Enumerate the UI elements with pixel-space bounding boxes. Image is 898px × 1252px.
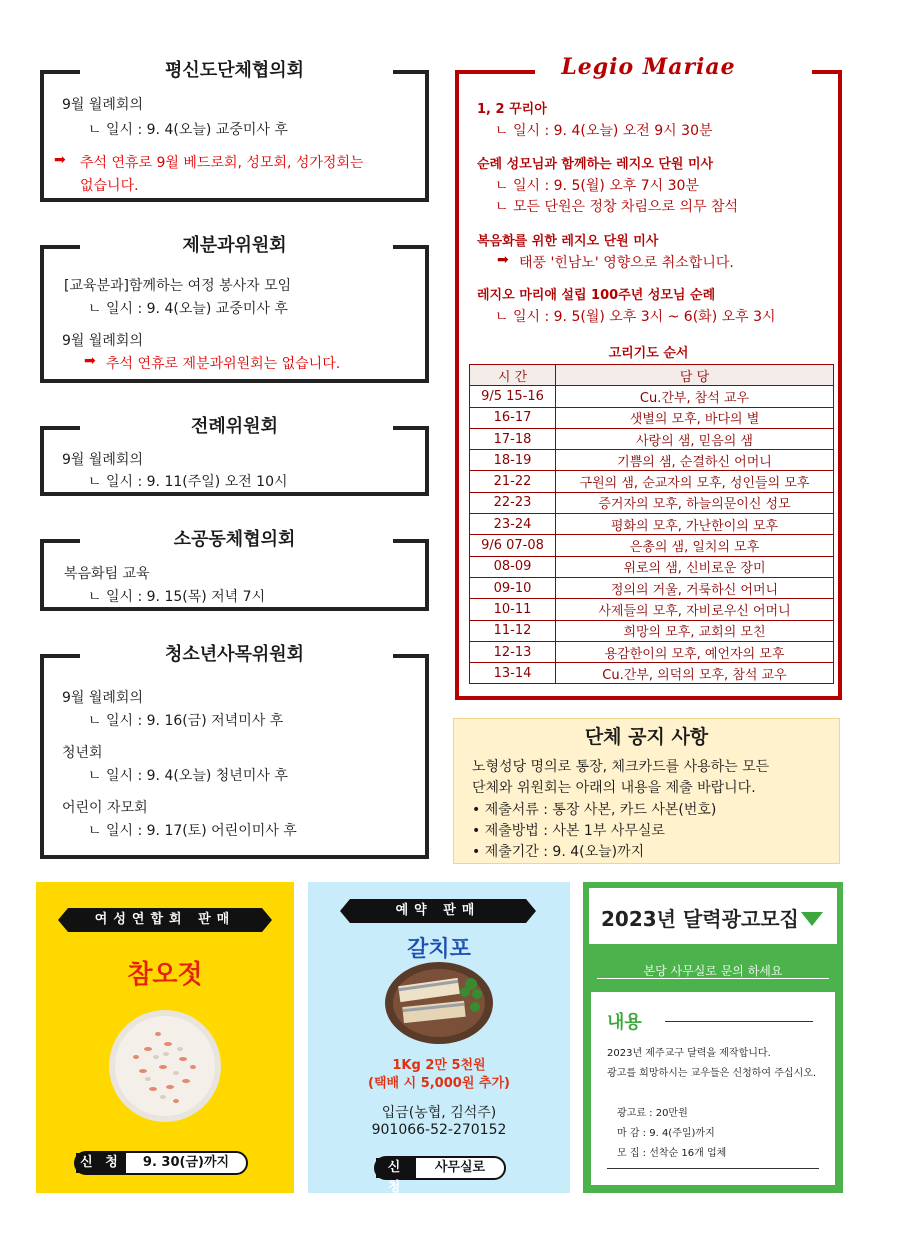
table-row bbox=[470, 450, 834, 471]
dried-fish-image bbox=[385, 962, 493, 1044]
parents-group: 어린이 자모회 bbox=[62, 800, 148, 816]
rosary-table bbox=[469, 364, 834, 684]
youth-monthly: 9월 월례회의 bbox=[62, 690, 143, 706]
shrimp-sale-card bbox=[36, 882, 294, 1193]
rosary-time: 11-12 bbox=[470, 620, 556, 641]
rosary-time: 10-11 bbox=[470, 599, 556, 620]
salted-shrimp-image bbox=[108, 1009, 222, 1123]
legio-pilgrim-time: ㄴ 일시 : 9. 5(월) 오후 3시 ~ 6(화) 오후 3시 bbox=[495, 309, 776, 325]
table-row bbox=[470, 599, 834, 620]
notice-bullet-docs: • 제출서류 : 통장 사본, 카드 사본(번호) bbox=[472, 802, 717, 818]
apply-pill bbox=[374, 1156, 506, 1195]
table-row bbox=[470, 663, 834, 684]
rosary-time: 17-18 bbox=[470, 428, 556, 449]
product-name: 참오젓 bbox=[127, 960, 203, 990]
peace-notice-1: 추석 연휴로 9월 베드로회, 성모회, 성가정회는 bbox=[80, 155, 364, 171]
subcommittee-notice: 추석 연휴로 제분과위원회는 없습니다. bbox=[106, 356, 341, 372]
subcommittee-time: ㄴ 일시 : 9. 4(오늘) 교중미사 후 bbox=[88, 301, 288, 317]
table-row bbox=[470, 386, 834, 407]
triangle-down-icon bbox=[801, 912, 823, 926]
bank-info: 입금(농협, 김석주) bbox=[381, 1105, 497, 1121]
subcommittee-title: 제분과위원회 bbox=[182, 235, 287, 256]
col-time-header: 시 간 bbox=[470, 365, 556, 386]
legio-curia-time: ㄴ 일시 : 9. 4(오늘) 오전 9시 30분 bbox=[495, 123, 713, 139]
peace-council-title: 평신도단체협의회 bbox=[164, 60, 305, 81]
apply-deadline-pill bbox=[74, 1151, 248, 1175]
calendar-header bbox=[589, 888, 837, 944]
youth-ministry-title: 청소년사목위원회 bbox=[164, 644, 305, 665]
subcommittee-monthly: 9월 월례회의 bbox=[62, 333, 143, 349]
content-line-2: 광고를 희망하시는 교우들은 신청하여 주십시오. bbox=[607, 1068, 817, 1079]
rosary-time: 08-09 bbox=[470, 556, 556, 577]
product-name: 갈치포 bbox=[407, 937, 471, 962]
apply-tag: 신 청 bbox=[76, 1153, 126, 1173]
rosary-duty: 위로의 샘, 신비로운 장미 bbox=[556, 556, 834, 577]
legio-mass-heading: 순례 성모님과 함께하는 레지오 단원 미사 bbox=[477, 157, 714, 172]
legio-evangel-note: 태풍 '힌남노' 영향으로 취소합니다. bbox=[519, 255, 734, 271]
liturgy-time: ㄴ 일시 : 9. 11(주일) 오전 10시 bbox=[88, 474, 288, 490]
delivery-fee: (택배 시 5,000원 추가) bbox=[368, 1076, 510, 1091]
peace-council-box bbox=[40, 60, 429, 202]
rosary-time: 22-23 bbox=[470, 492, 556, 513]
hairtail-sale-card bbox=[308, 882, 570, 1193]
notice-line-2: 단체와 위원회는 아래의 내용을 제출 바랍니다. bbox=[472, 780, 756, 796]
calendar-title: 2023년 달력광고모집 bbox=[601, 907, 799, 931]
arrow-icon: ➡ bbox=[54, 152, 66, 168]
calendar-ad-card bbox=[583, 882, 843, 1193]
rosary-duty: Cu.간부, 의덕의 모후, 참석 교우 bbox=[556, 663, 834, 684]
rosary-duty: 사제들의 모후, 자비로우신 어머니 bbox=[556, 599, 834, 620]
rosary-duty: 샛별의 모후, 바다의 별 bbox=[556, 407, 834, 428]
rosary-duty: Cu.간부, 참석 교우 bbox=[556, 386, 834, 407]
rosary-duty: 기쁨의 샘, 순결하신 어머니 bbox=[556, 450, 834, 471]
table-row bbox=[470, 620, 834, 641]
legio-pilgrim-heading: 레지오 마리애 설립 100주년 성모님 순례 bbox=[477, 288, 716, 303]
notice-title: 단체 공지 사항 bbox=[584, 726, 709, 748]
rosary-time: 13-14 bbox=[470, 663, 556, 684]
youth-monthly-time: ㄴ 일시 : 9. 16(금) 저녁미사 후 bbox=[88, 713, 284, 729]
ad-deadline: 마 감 : 9. 4(주일)까지 bbox=[617, 1128, 715, 1139]
group-notice-box bbox=[453, 718, 840, 864]
legio-mariae-box bbox=[455, 54, 842, 700]
small-community-time: ㄴ 일시 : 9. 15(목) 저녁 7시 bbox=[88, 589, 266, 605]
table-header-row bbox=[470, 365, 834, 386]
table-row bbox=[470, 514, 834, 535]
apply-deadline: 9. 30(금)까지 bbox=[142, 1155, 230, 1170]
rosary-duty: 정의의 거울, 거룩하신 어머니 bbox=[556, 577, 834, 598]
liturgy-box bbox=[40, 416, 429, 496]
content-heading: 내용 bbox=[607, 1012, 642, 1033]
rosary-time: 9/5 15-16 bbox=[470, 386, 556, 407]
legio-mass-note: ㄴ 모든 단원은 정창 차림으로 의무 참석 bbox=[495, 199, 739, 215]
liturgy-title: 전례위원회 bbox=[191, 416, 278, 437]
peace-time: ㄴ 일시 : 9. 4(오늘) 교중미사 후 bbox=[88, 122, 288, 138]
rosary-duty: 희망의 모후, 교회의 모친 bbox=[556, 620, 834, 641]
legio-evangel-heading: 복음화를 위한 레지오 단원 미사 bbox=[477, 234, 659, 249]
calendar-contact: 본당 사무실로 문의 하세요 bbox=[643, 964, 783, 978]
young-adults: 청년회 bbox=[62, 745, 103, 761]
small-community-training: 복음화팀 교육 bbox=[64, 566, 150, 582]
legio-curia-heading: 1, 2 꾸리아 bbox=[477, 102, 547, 117]
subcommittee-meeting: [교육분과]함께하는 여정 봉사자 모임 bbox=[64, 278, 292, 294]
rosary-time: 09-10 bbox=[470, 577, 556, 598]
rosary-duty: 평화의 모후, 가난한이의 모후 bbox=[556, 514, 834, 535]
table-row bbox=[470, 407, 834, 428]
col-duty-header: 담 당 bbox=[556, 365, 834, 386]
ad-fee: 광고료 : 20만원 bbox=[617, 1108, 688, 1119]
table-row bbox=[470, 492, 834, 513]
apply-location: 사무실로 bbox=[434, 1160, 486, 1175]
table-row bbox=[470, 471, 834, 492]
small-community-title: 소공동체협의회 bbox=[173, 529, 296, 550]
content-line-1: 2023년 제주교구 달력을 제작합니다. bbox=[607, 1048, 771, 1059]
rosary-duty: 증거자의 모후, 하늘의문이신 성모 bbox=[556, 492, 834, 513]
peace-meeting: 9월 월례회의 bbox=[62, 97, 143, 113]
parents-group-time: ㄴ 일시 : 9. 17(토) 어린이미사 후 bbox=[88, 823, 297, 839]
rosary-time: 16-17 bbox=[470, 407, 556, 428]
rosary-duty: 은총의 샘, 일치의 모후 bbox=[556, 535, 834, 556]
subcommittee-box bbox=[40, 235, 429, 383]
account-number: 901066-52-270152 bbox=[371, 1122, 507, 1138]
rosary-time: 23-24 bbox=[470, 514, 556, 535]
rosary-time: 9/6 07-08 bbox=[470, 535, 556, 556]
price: 1Kg 2만 5천원 bbox=[392, 1058, 486, 1073]
rosary-time: 12-13 bbox=[470, 641, 556, 662]
young-adults-time: ㄴ 일시 : 9. 4(오늘) 청년미사 후 bbox=[88, 768, 288, 784]
table-row bbox=[470, 641, 834, 662]
liturgy-meeting: 9월 월례회의 bbox=[62, 452, 143, 468]
rosary-duty: 구원의 샘, 순교자의 모후, 성인들의 모후 bbox=[556, 471, 834, 492]
apply-tag: 신 청 bbox=[376, 1158, 416, 1178]
reservation-banner: 예약 판매 bbox=[350, 899, 526, 923]
notice-bullet-method: • 제출방법 : 사본 1부 사무실로 bbox=[472, 823, 665, 839]
sale-banner: 여성연합회 판매 bbox=[68, 908, 262, 932]
legio-mass-time: ㄴ 일시 : 9. 5(월) 오후 7시 30분 bbox=[495, 178, 699, 194]
arrow-icon: ➡ bbox=[497, 252, 509, 268]
small-community-box bbox=[40, 529, 429, 611]
arrow-icon: ➡ bbox=[84, 353, 96, 369]
youth-ministry-box bbox=[40, 644, 429, 859]
legio-title: Legio Mariae bbox=[561, 54, 736, 80]
rosary-duty: 용감한이의 모후, 예언자의 모후 bbox=[556, 641, 834, 662]
table-row bbox=[470, 556, 834, 577]
calendar-content bbox=[591, 992, 835, 1185]
notice-line-1: 노형성당 명의로 통장, 체크카드를 사용하는 모든 bbox=[472, 759, 770, 775]
peace-notice-2: 없습니다. bbox=[80, 178, 139, 194]
table-row bbox=[470, 535, 834, 556]
rosary-time: 21-22 bbox=[470, 471, 556, 492]
table-row bbox=[470, 428, 834, 449]
notice-bullet-deadline: • 제출기간 : 9. 4(오늘)까지 bbox=[472, 844, 645, 860]
rosary-time: 18-19 bbox=[470, 450, 556, 471]
rosary-duty: 사랑의 샘, 믿음의 샘 bbox=[556, 428, 834, 449]
table-row bbox=[470, 577, 834, 598]
ad-recruit: 모 집 : 선착순 16개 업체 bbox=[617, 1148, 727, 1159]
rosary-table-title: 고리기도 순서 bbox=[608, 346, 689, 361]
